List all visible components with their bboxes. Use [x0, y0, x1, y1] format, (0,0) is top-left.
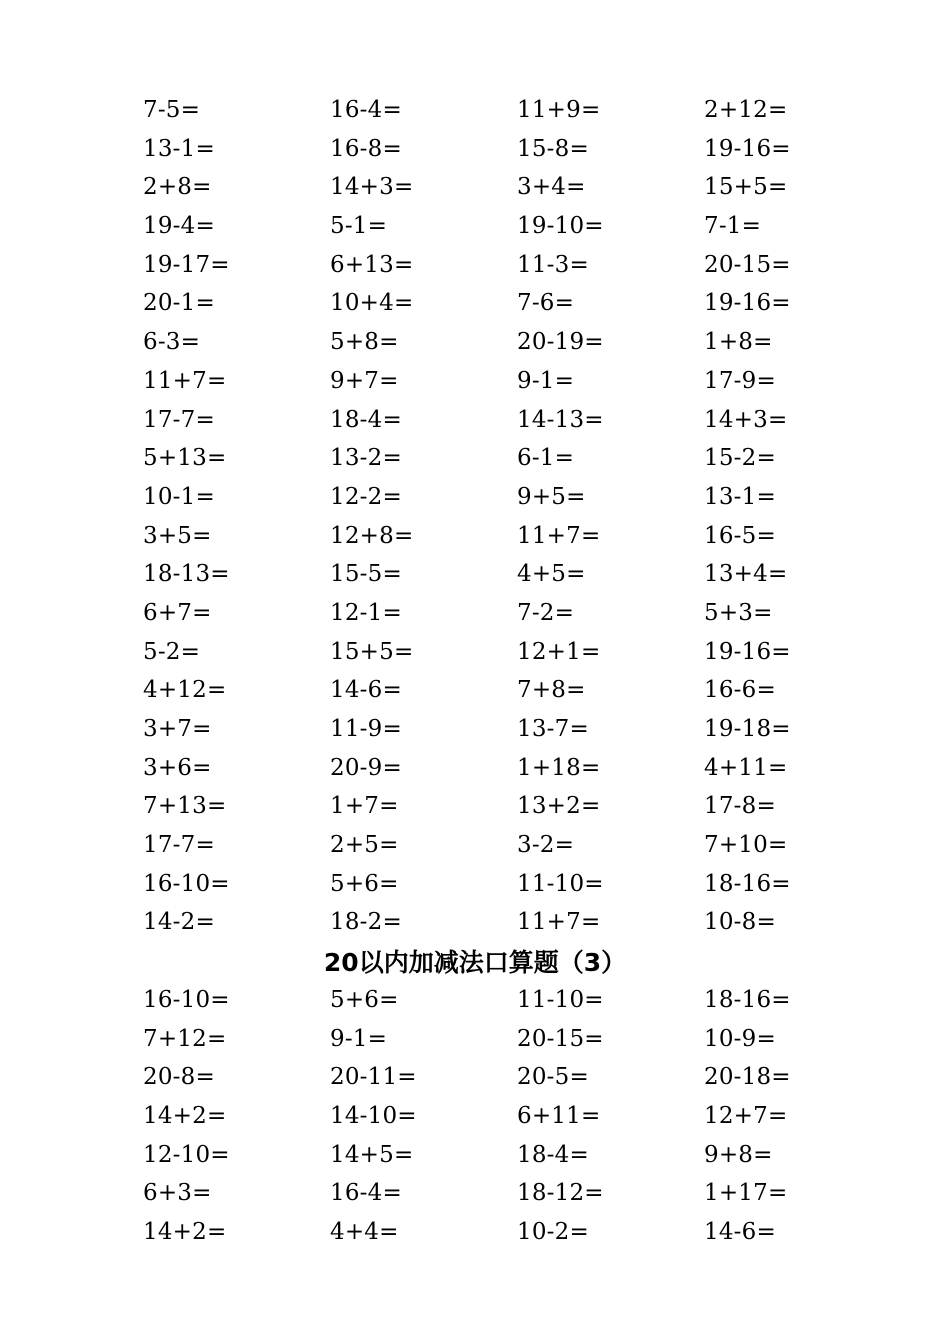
- problem-row: [143, 284, 903, 323]
- problem-row: [143, 1213, 903, 1252]
- math-problem: 6+11=: [517, 1103, 601, 1130]
- problem-row: [143, 246, 903, 285]
- math-problem: 9-1=: [517, 367, 575, 394]
- problem-row: [143, 1136, 903, 1175]
- problem-row: [143, 517, 903, 556]
- math-problem: 20-5=: [517, 1064, 589, 1091]
- math-problem: 19-10=: [517, 213, 604, 240]
- math-problem: 13-1=: [704, 483, 776, 510]
- math-problem: 11-10=: [517, 987, 604, 1013]
- math-problem: 10-8=: [704, 909, 776, 936]
- math-problem: 2+8=: [143, 174, 212, 201]
- math-problem: 6+3=: [143, 1180, 212, 1207]
- math-problem: 12+1=: [517, 638, 601, 665]
- math-problem: 13+2=: [517, 793, 601, 820]
- math-problem: 1+18=: [517, 754, 601, 781]
- math-problem: 7+13=: [143, 793, 227, 820]
- problem-row: [143, 749, 903, 788]
- problem-row: [143, 555, 903, 594]
- math-problem: 7-2=: [517, 599, 575, 626]
- math-problem: 15-2=: [704, 445, 776, 472]
- problem-row: [143, 1097, 903, 1136]
- math-problem: 14-6=: [704, 1219, 776, 1246]
- math-problem: 11+7=: [517, 909, 601, 936]
- math-problem: 9+8=: [704, 1141, 773, 1168]
- math-problem: 14-2=: [143, 909, 215, 936]
- math-problem: 19-4=: [143, 213, 215, 240]
- math-problem: 12-2=: [330, 483, 402, 510]
- math-problem: 13-7=: [517, 716, 589, 742]
- math-problem: 20-19=: [517, 329, 604, 356]
- math-problem: 5-2=: [143, 638, 201, 665]
- math-problem: 7+10=: [704, 832, 788, 859]
- problem-row: [143, 168, 903, 207]
- math-problem: 13-1=: [143, 135, 215, 162]
- math-problem: 18-13=: [143, 561, 230, 588]
- math-problem: 16-6=: [704, 677, 776, 704]
- math-problem: 16-5=: [704, 522, 776, 549]
- math-problem: 7-1=: [704, 213, 762, 240]
- math-problem: 18-4=: [330, 406, 402, 433]
- math-problem: 11-9=: [330, 716, 402, 742]
- math-problem: 12+7=: [704, 1103, 788, 1130]
- math-problem: 7-5=: [143, 97, 201, 123]
- math-problem: 14+2=: [143, 1219, 227, 1246]
- math-problem: 11-3=: [517, 251, 589, 278]
- math-problem: 12+8=: [330, 522, 414, 549]
- problem-row: [143, 401, 903, 440]
- math-problem: 3+7=: [143, 716, 212, 742]
- problem-row: [143, 439, 903, 478]
- math-problem: 6-3=: [143, 329, 201, 356]
- math-problem: 7-6=: [517, 290, 575, 317]
- math-problem: 19-16=: [704, 290, 791, 317]
- math-problem: 1+8=: [704, 329, 773, 356]
- math-problem: 3+5=: [143, 522, 212, 549]
- math-problem: 19-16=: [704, 135, 791, 162]
- math-problem: 20-9=: [330, 754, 402, 781]
- math-problem: 10-2=: [517, 1219, 589, 1246]
- problem-row: [143, 130, 903, 169]
- math-problem: 10-1=: [143, 483, 215, 510]
- math-problem: 20-18=: [704, 1064, 791, 1091]
- math-problem: 15+5=: [330, 638, 414, 665]
- math-problem: 5-1=: [330, 213, 388, 240]
- math-problem: 6-1=: [517, 445, 575, 472]
- math-problem: 12-1=: [330, 599, 402, 626]
- math-problem: 19-16=: [704, 638, 791, 665]
- math-problem: 5+6=: [330, 870, 399, 897]
- math-problem: 11-10=: [517, 870, 604, 897]
- math-problem: 14+2=: [143, 1103, 227, 1130]
- math-problem: 5+13=: [143, 445, 227, 472]
- math-problem: 3+6=: [143, 754, 212, 781]
- math-problem: 20-1=: [143, 290, 215, 317]
- math-problem: 5+8=: [330, 329, 399, 356]
- math-problem: 18-12=: [517, 1180, 604, 1207]
- section-title: 20以内加减法口算题（3）: [323, 948, 627, 977]
- problem-row: [143, 787, 903, 826]
- math-problem: 12-10=: [143, 1141, 230, 1168]
- math-problem: 18-2=: [330, 909, 402, 936]
- problem-grid-1: [143, 91, 903, 942]
- math-problem: 17-8=: [704, 793, 776, 820]
- math-problem: 5+6=: [330, 987, 399, 1013]
- problem-row: [143, 981, 903, 1020]
- math-problem: 13-2=: [330, 445, 402, 472]
- math-problem: 16-8=: [330, 135, 402, 162]
- problem-row: [143, 323, 903, 362]
- problem-row: [143, 594, 903, 633]
- problem-row: [143, 671, 903, 710]
- math-problem: 14+3=: [330, 174, 414, 201]
- math-problem: 19-18=: [704, 716, 791, 742]
- math-problem: 19-17=: [143, 251, 230, 278]
- math-problem: 4+12=: [143, 677, 227, 704]
- math-problem: 16-4=: [330, 97, 402, 123]
- math-problem: 14+5=: [330, 1141, 414, 1168]
- math-problem: 7+8=: [517, 677, 586, 704]
- math-problem: 3-2=: [517, 832, 575, 859]
- math-problem: 5+3=: [704, 599, 773, 626]
- math-problem: 9+7=: [330, 367, 399, 394]
- math-problem: 15-5=: [330, 561, 402, 588]
- math-problem: 6+13=: [330, 251, 414, 278]
- math-problem: 17-7=: [143, 832, 215, 859]
- math-problem: 15-8=: [517, 135, 589, 162]
- math-problem: 17-7=: [143, 406, 215, 433]
- problem-row: [143, 826, 903, 865]
- math-problem: 14-13=: [517, 406, 604, 433]
- math-problem: 20-11=: [330, 1064, 417, 1091]
- math-problem: 16-10=: [143, 870, 230, 897]
- math-problem: 11+7=: [517, 522, 601, 549]
- math-problem: 14+3=: [704, 406, 788, 433]
- math-problem: 11+7=: [143, 367, 227, 394]
- problem-row: [143, 633, 903, 672]
- math-problem: 2+12=: [704, 97, 788, 123]
- problem-row: [143, 91, 903, 130]
- math-problem: 11+9=: [517, 97, 601, 123]
- problem-row: [143, 903, 903, 942]
- math-problem: 15+5=: [704, 174, 788, 201]
- problem-row: [143, 710, 903, 749]
- math-problem: 9-1=: [330, 1025, 388, 1052]
- problem-row: [143, 865, 903, 904]
- math-problem: 10+4=: [330, 290, 414, 317]
- math-problem: 16-10=: [143, 987, 230, 1013]
- math-problem: 1+17=: [704, 1180, 788, 1207]
- math-problem: 14-6=: [330, 677, 402, 704]
- math-problem: 20-8=: [143, 1064, 215, 1091]
- math-problem: 4+11=: [704, 754, 788, 781]
- math-problem: 9+5=: [517, 483, 586, 510]
- math-problem: 6+7=: [143, 599, 212, 626]
- math-problem: 4+5=: [517, 561, 586, 588]
- math-problem: 13+4=: [704, 561, 788, 588]
- problem-row: [143, 362, 903, 401]
- math-problem: 2+5=: [330, 832, 399, 859]
- math-problem: 4+4=: [330, 1219, 399, 1246]
- math-problem: 3+4=: [517, 174, 586, 201]
- problem-row: [143, 207, 903, 246]
- math-problem: 14-10=: [330, 1103, 417, 1130]
- math-problem: 1+7=: [330, 793, 399, 820]
- problem-row: [143, 1174, 903, 1213]
- problem-row: [143, 1058, 903, 1097]
- math-problem: 7+12=: [143, 1025, 227, 1052]
- math-problem: 18-16=: [704, 987, 791, 1013]
- problem-row: [143, 1020, 903, 1059]
- problem-row: [143, 478, 903, 517]
- math-problem: 20-15=: [517, 1025, 604, 1052]
- math-problem: 18-16=: [704, 870, 791, 897]
- math-problem: 17-9=: [704, 367, 776, 394]
- problem-grid-2: [143, 981, 903, 1252]
- math-problem: 16-4=: [330, 1180, 402, 1207]
- math-problem: 18-4=: [517, 1141, 589, 1168]
- math-problem: 20-15=: [704, 251, 791, 278]
- math-problem: 10-9=: [704, 1025, 776, 1052]
